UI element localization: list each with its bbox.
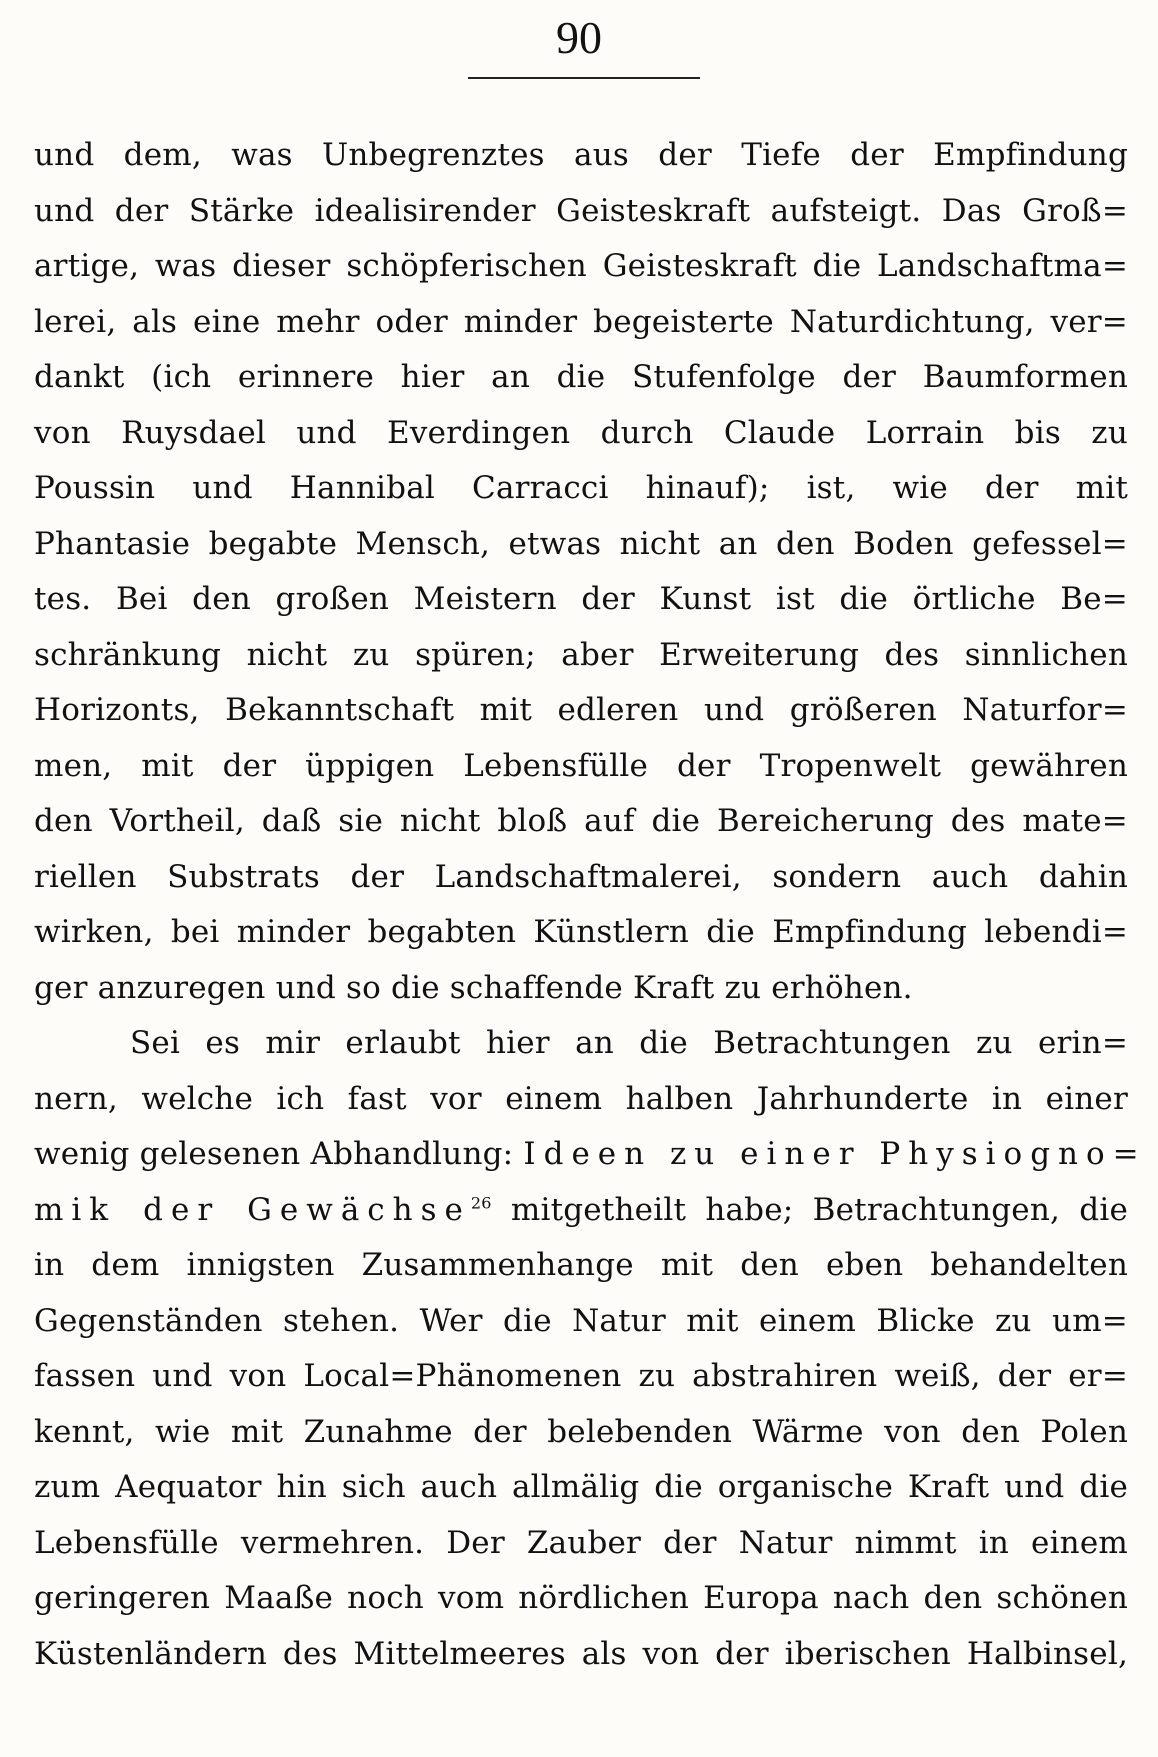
text-line: schränkung nicht zu spüren; aber Erweiterung des sinnlichen: [34, 636, 1128, 673]
text-line: geringeren Maaße noch vom nördlichen Europa nach den schönen: [34, 1580, 1128, 1616]
text-line: men, mit der üppigen Lebensfülle der Tropenwelt gewähren: [34, 747, 1128, 784]
text-line: Horizonts, Bekanntschaft mit edleren und größeren Naturfor=: [34, 692, 1128, 728]
text-line: tes. Bei den großen Meistern der Kunst ist die örtliche Be=: [34, 581, 1128, 617]
text-line: Phantasie begabte Mensch, etwas nicht an den Boden gefessel=: [34, 525, 1128, 562]
text-line: artige, was dieser schöpferischen Geisteskraft die Landschaftma=: [34, 248, 1128, 284]
text-line: Poussin und Hannibal Carracci hinauf); ist, wie der mit: [34, 470, 1128, 506]
page-number: 90: [556, 12, 602, 63]
text-line: dankt (ich erinnere hier an die Stufenfolge der Baumformen: [34, 359, 1128, 395]
text-line: und der Stärke idealisirender Geisteskraft aufsteigt. Das Groß=: [34, 192, 1128, 229]
footnote-reference[interactable]: 26: [470, 1193, 492, 1213]
text-line: in dem innigsten Zusammenhange mit den eben behandelten: [34, 1247, 1128, 1283]
text-span: mitgetheilt habe; Betrachtungen, die: [491, 1191, 1128, 1228]
header-rule: [468, 77, 700, 79]
text-line: den Vortheil, daß sie nicht bloß auf die Bereicherung des mate=: [34, 803, 1128, 839]
paragraph-end-line: ger anzuregen und so die schaffende Kraft zu erhöhen.: [34, 969, 913, 1006]
text-line: riellen Substrats der Landschaftmalerei, sondern auch dahin: [34, 858, 1128, 895]
text-line: zum Aequator hin sich auch allmälig die organische Kraft und die: [34, 1469, 1128, 1505]
text-line: von Ruysdael und Everdingen durch Claude Lorrain bis zu: [34, 414, 1128, 451]
text-line: [34, 1127, 1147, 1183]
spaced-title-text: Ideen zu einer Physiogno=: [523, 1136, 1147, 1172]
text-line: [34, 1183, 1128, 1239]
text-span: wenig gelesenen Abhandlung:: [34, 1136, 524, 1172]
text-line: fassen und von Local=Phänomenen zu abstrahiren weiß, der er=: [34, 1358, 1128, 1394]
body-text: [34, 128, 1147, 1682]
text-line: kennt, wie mit Zunahme der belebenden Wärme von den Polen: [34, 1413, 1128, 1450]
text-line: und dem, was Unbegrenztes aus der Tiefe der Empfindung: [34, 137, 1128, 173]
text-line: Lebensfülle vermehren. Der Zauber der Natur nimmt in einem: [34, 1524, 1128, 1561]
text-line: lerei, als eine mehr oder minder begeisterte Naturdichtung, ver=: [34, 303, 1128, 340]
spaced-title-text: mik der Gewächse: [34, 1191, 471, 1228]
text-line: Gegenständen stehen. Wer die Natur mit einem Blicke zu um=: [34, 1302, 1128, 1339]
paragraph-start-line: Sei es mir erlaubt hier an die Betrachtungen zu erin=: [130, 1025, 1128, 1061]
text-line: Küstenländern des Mittelmeeres als von der iberischen Halbinsel,: [34, 1635, 1128, 1672]
text-line: wirken, bei minder begabten Künstlern die Empfindung lebendi=: [34, 914, 1128, 950]
text-line: nern, welche ich fast vor einem halben Jahrhunderte in einer: [34, 1080, 1128, 1117]
